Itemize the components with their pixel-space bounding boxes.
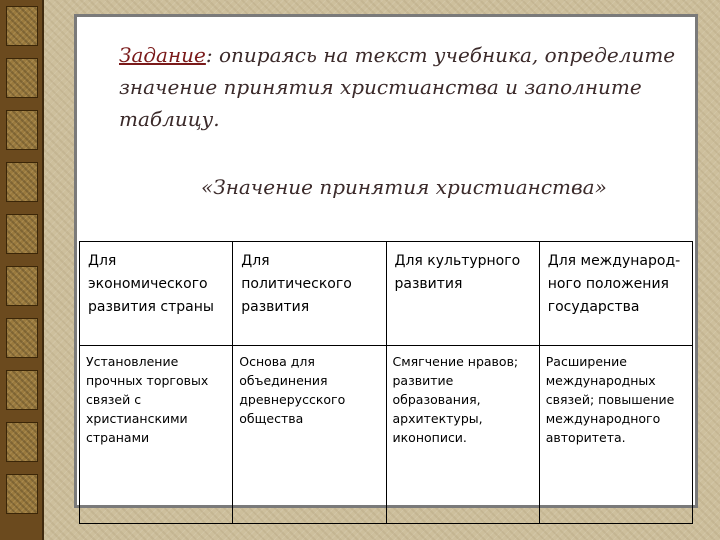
task-label: Задание	[119, 43, 206, 67]
table-header-row	[80, 242, 693, 346]
cell-political: Основа для объединения древнерусского общества	[233, 346, 386, 524]
table-title: «Значение принятия христианства»	[201, 175, 607, 199]
strip-tile	[6, 422, 38, 462]
strip-tile	[6, 318, 38, 358]
strip-tile	[6, 474, 38, 514]
decorative-side-strip	[0, 0, 44, 540]
strip-tile	[6, 162, 38, 202]
strip-tile	[6, 6, 38, 46]
strip-tile	[6, 110, 38, 150]
task-paragraph	[119, 39, 689, 135]
strip-tile	[6, 58, 38, 98]
strip-tile	[6, 266, 38, 306]
header-international: Для международ-ного положения государства	[539, 242, 692, 346]
table-row	[80, 346, 693, 524]
task-text: : опираясь на текст учебника, определите значение принятия христианства и заполните таблицу.	[119, 43, 676, 131]
header-cultural: Для культурного развития	[386, 242, 539, 346]
header-political: Для политического развития	[233, 242, 386, 346]
strip-tile	[6, 370, 38, 410]
slide-content-panel	[74, 14, 698, 508]
significance-table	[79, 241, 693, 524]
strip-tile	[6, 214, 38, 254]
cell-economic: Установление прочных торговых связей с христианскими странами	[80, 346, 233, 524]
cell-cultural: Смягчение нравов; развитие образования, архитектуры, иконописи.	[386, 346, 539, 524]
header-economic: Для экономического развития страны	[80, 242, 233, 346]
cell-international: Расширение международных связей; повышение международного авторитета.	[539, 346, 692, 524]
